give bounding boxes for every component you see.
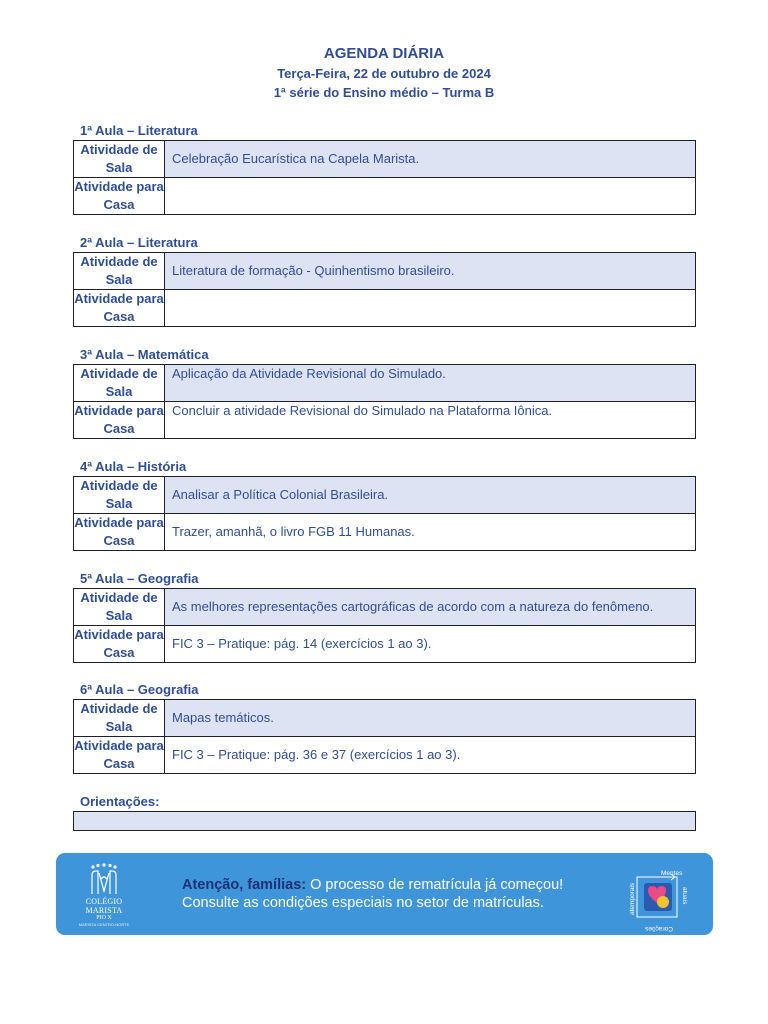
lesson-table xyxy=(73,588,696,663)
sala-activity: Literatura de formação - Quinhentismo brasileiro. xyxy=(165,253,696,290)
table-row xyxy=(74,589,696,626)
table-row xyxy=(74,290,696,327)
logo-sub: PIO X xyxy=(96,915,112,921)
badge-word-mentes: Mentes xyxy=(661,870,683,877)
orientacoes-title: Orientações: xyxy=(80,794,160,809)
lesson-table xyxy=(73,699,696,774)
label-casa: Atividade para Casa xyxy=(74,290,165,327)
page-class: 1ª série do Ensino médio – Turma B xyxy=(273,85,495,100)
lesson-table xyxy=(73,252,696,327)
logo-tiny: MARISTA CENTRO-NORTE xyxy=(78,922,130,927)
page-date: Terça-Feira, 22 de outubro de 2024 xyxy=(277,66,491,81)
casa-activity xyxy=(165,290,696,327)
badge-word-atuais: atuais xyxy=(681,887,688,905)
lesson-3 xyxy=(73,347,696,439)
label-sala: Atividade de Sala xyxy=(74,700,165,737)
label-sala: Atividade de Sala xyxy=(74,477,165,514)
page-header xyxy=(0,44,768,102)
label-casa: Atividade para Casa xyxy=(74,178,165,215)
table-row xyxy=(74,253,696,290)
casa-activity: Concluir a atividade Revisional do Simulado na Plataforma Iônica. xyxy=(165,402,696,439)
sala-activity: Mapas temáticos. xyxy=(165,700,696,737)
lesson-title: 2ª Aula – Literatura xyxy=(80,235,198,250)
sala-activity: Analisar a Política Colonial Brasileira. xyxy=(165,477,696,514)
banner-line2: Consulte as condições especiais no setor de matrículas. xyxy=(182,895,544,911)
lesson-table xyxy=(73,140,696,215)
page-title: AGENDA DIÁRIA xyxy=(323,45,445,62)
table-row xyxy=(74,477,696,514)
lesson-table xyxy=(73,476,696,551)
lesson-title: 5ª Aula – Geografia xyxy=(80,571,199,586)
label-sala: Atividade de Sala xyxy=(74,589,165,626)
lesson-5 xyxy=(73,571,696,663)
banner-attention: Atenção, famílias: xyxy=(182,877,307,893)
lesson-title: 1ª Aula – Literatura xyxy=(80,123,198,138)
banner-message xyxy=(182,876,563,912)
table-row xyxy=(74,365,696,402)
lesson-table xyxy=(73,364,696,439)
table-row xyxy=(74,737,696,774)
table-row xyxy=(74,626,696,663)
rematricula-banner xyxy=(56,853,713,935)
table-row xyxy=(74,402,696,439)
lesson-6 xyxy=(73,682,696,774)
sala-activity: Celebração Eucarística na Capela Marista. xyxy=(165,141,696,178)
table-row xyxy=(74,700,696,737)
casa-activity xyxy=(165,178,696,215)
banner-line1: O processo de rematrícula já começou! xyxy=(306,877,564,893)
lesson-title: 3ª Aula – Matemática xyxy=(80,347,209,362)
lesson-title: 6ª Aula – Geografia xyxy=(80,682,199,697)
casa-activity: FIC 3 – Pratique: pág. 14 (exercícios 1 ao 3). xyxy=(165,626,696,663)
badge-word-atemporais: atemporais xyxy=(629,882,636,915)
table-row xyxy=(74,514,696,551)
orientacoes-section xyxy=(73,794,696,831)
marista-logo-icon xyxy=(84,861,124,897)
lesson-2 xyxy=(73,235,696,327)
badge-word-coracoes: Corações xyxy=(645,925,673,932)
lesson-1 xyxy=(73,123,696,215)
marista-logo xyxy=(68,861,140,927)
orientacoes-box xyxy=(73,811,696,831)
label-sala: Atividade de Sala xyxy=(74,365,165,402)
label-casa: Atividade para Casa xyxy=(74,514,165,551)
table-row xyxy=(74,178,696,215)
label-sala: Atividade de Sala xyxy=(74,253,165,290)
lesson-4 xyxy=(73,459,696,551)
mentes-coracoes-badge-icon xyxy=(629,865,691,932)
label-sala: Atividade de Sala xyxy=(74,141,165,178)
sala-activity: As melhores representações cartográficas de acordo com a natureza do fenômeno. xyxy=(165,589,696,626)
logo-name: COLÉGIO MARISTA xyxy=(85,897,123,915)
table-row xyxy=(74,141,696,178)
casa-activity: FIC 3 – Pratique: pág. 36 e 37 (exercícios 1 ao 3). xyxy=(165,737,696,774)
casa-activity: Trazer, amanhã, o livro FGB 11 Humanas. xyxy=(165,514,696,551)
label-casa: Atividade para Casa xyxy=(74,737,165,774)
lesson-title: 4ª Aula – História xyxy=(80,459,187,474)
label-casa: Atividade para Casa xyxy=(74,402,165,439)
sala-activity: Aplicação da Atividade Revisional do Simulado. xyxy=(165,365,696,402)
label-casa: Atividade para Casa xyxy=(74,626,165,663)
